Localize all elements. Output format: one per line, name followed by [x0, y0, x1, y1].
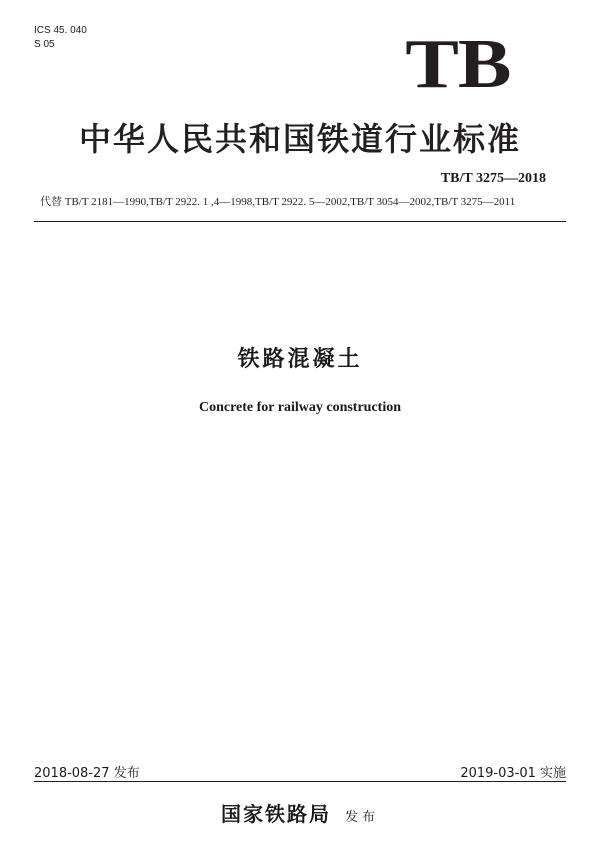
tb-logo: TB	[404, 26, 510, 103]
issue-date: 2018-08-27 发布	[34, 766, 140, 781]
ics-code: ICS 45. 040	[34, 25, 87, 36]
document-title-en: Concrete for railway construction	[198, 400, 402, 415]
effective-date: 2019-03-01 实施	[460, 766, 566, 781]
issuer-line	[0, 798, 600, 827]
top-divider	[34, 221, 566, 222]
document-title-cn: 铁路混凝土	[237, 347, 363, 372]
class-code: S 05	[34, 39, 55, 50]
organization-title: 中华人民共和国铁道行业标准	[78, 120, 521, 158]
bottom-divider	[34, 781, 566, 782]
issuer-name: 国家铁路局	[220, 802, 331, 826]
issuer-action: 发布	[344, 810, 379, 825]
classification-codes	[34, 24, 87, 52]
replaces-line: 代替 TB/T 2181—1990,TB/T 2922. 1 ,4—1998,TB/T 2922. 5—2002,TB/T 3054—2002,TB/T 3275—2011	[40, 196, 516, 208]
standard-number: TB/T 3275—2018	[440, 171, 546, 186]
